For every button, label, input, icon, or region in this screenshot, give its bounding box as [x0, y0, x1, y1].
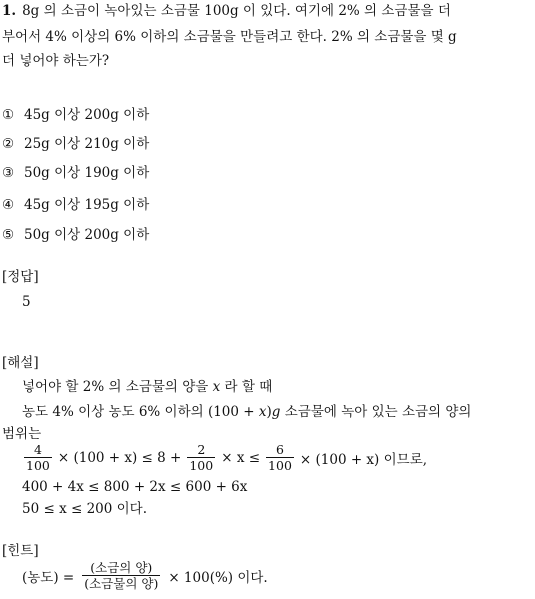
explanation-line-6: 50 ≤ x ≤ 200 이다.: [22, 501, 148, 517]
choice-2[interactable]: [2, 135, 149, 153]
question-line-2: 부어서 4% 이상의 6% 이하의 소금물을 만들려고 한다. 2% 의 소금물을 몇 g: [2, 29, 457, 45]
hint-heading: [힌트]: [2, 543, 39, 559]
choice-text: 25g 이상 210g 이하: [24, 136, 150, 152]
question-line-1: [2, 2, 451, 20]
explanation-text: 농도 4% 이상 농도 6% 이하의 (100 +: [22, 404, 259, 420]
explanation-text: 라 할 때: [220, 379, 273, 395]
explanation-line-3: 범위는: [2, 426, 42, 442]
choice-text: 50g 이상 200g 이하: [24, 227, 150, 243]
hint-rhs: × 100(%) 이다.: [168, 569, 268, 586]
hint-lhs: (농도) =: [22, 569, 75, 586]
choice-5[interactable]: [2, 226, 149, 244]
choice-mark: ②: [2, 136, 15, 152]
explanation-text: 소금물에 녹아 있는 소금의 양의: [280, 404, 472, 420]
choice-1[interactable]: [2, 106, 149, 124]
fraction-denominator: 100: [268, 458, 292, 473]
fraction-denominator: (소금물의 양): [84, 576, 159, 591]
choice-mark: ③: [2, 165, 15, 181]
explanation-line-5: 400 + 4x ≤ 800 + 2x ≤ 600 + 6x: [22, 479, 248, 495]
question-text-1: 8g 의 소금이 녹아있는 소금물 100g 이 있다. 여기에 2% 의 소금물을 더: [22, 3, 451, 19]
question-line-3: 더 넣어야 하는가?: [2, 53, 110, 69]
fraction-denominator: 100: [189, 458, 214, 473]
choice-mark: ①: [2, 107, 15, 123]
hint-fraction: [82, 560, 160, 591]
question-number: 1.: [2, 3, 17, 19]
inequality-part: × x ≤: [221, 449, 261, 466]
variable-x: x: [258, 404, 267, 420]
explanation-heading: [해설]: [2, 355, 39, 371]
choice-4[interactable]: [2, 196, 149, 214]
fraction-2-100: [187, 442, 215, 473]
fraction-numerator: 2: [197, 442, 206, 457]
choice-mark: ④: [2, 197, 15, 213]
variable-g: g: [271, 404, 281, 420]
answer-heading: [정답]: [2, 269, 39, 285]
choice-text: 45g 이상 195g 이하: [24, 197, 150, 213]
variable-x: x: [212, 379, 221, 395]
answer-value: 5: [22, 294, 31, 310]
explanation-line-2: [22, 403, 471, 421]
inequality-row: [22, 442, 431, 473]
choice-mark: ⑤: [2, 227, 15, 243]
fraction-numerator: (소금의 양): [90, 560, 153, 575]
inequality-part: × (100 + x) ≤ 8 +: [57, 449, 182, 466]
explanation-text: ): [266, 404, 272, 420]
hint-formula: [22, 560, 268, 591]
fraction-denominator: 100: [26, 458, 50, 473]
fraction-numerator: 4: [33, 442, 42, 457]
fraction-6-100: [266, 442, 294, 473]
explanation-line-1: [22, 378, 272, 396]
explanation-text: 넣어야 할 2% 의 소금물의 양을: [22, 379, 213, 395]
fraction-numerator: 6: [276, 442, 284, 457]
choice-3[interactable]: [2, 164, 149, 182]
inequality-part: × (100 + x) 이므로,: [299, 451, 428, 468]
fraction-4-100: [24, 442, 52, 473]
choice-text: 45g 이상 200g 이하: [24, 107, 150, 123]
choice-text: 50g 이상 190g 이하: [24, 165, 150, 181]
